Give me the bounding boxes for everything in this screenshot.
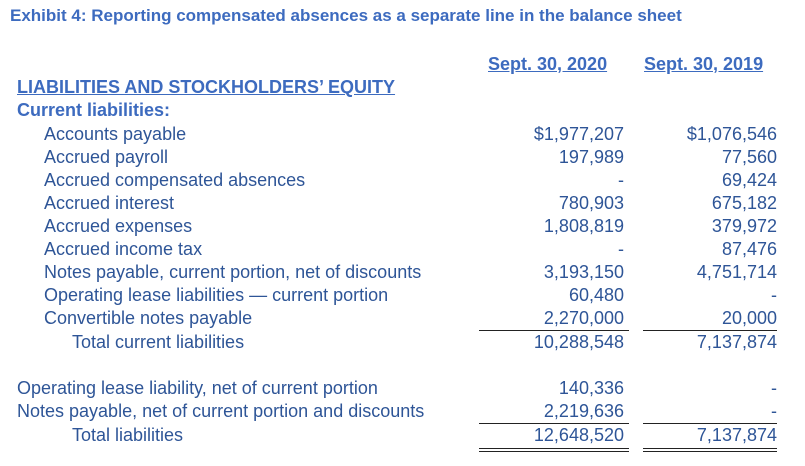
value-2019: -	[771, 285, 777, 305]
current-liabilities-heading: Current liabilities:	[17, 100, 171, 120]
row-label: Operating lease liabilities — current portion	[44, 285, 389, 305]
value-2019: 20,000	[721, 308, 777, 328]
table-row	[0, 192, 805, 215]
table-row	[0, 146, 805, 169]
section-heading: LIABILITIES AND STOCKHOLDERS’ EQUITY	[17, 77, 396, 97]
value-2019: 7,137,874	[696, 425, 777, 445]
row-label: Accrued payroll	[44, 147, 169, 167]
value-2019: $1,076,546	[686, 124, 777, 144]
row-label: Total current liabilities	[72, 332, 245, 352]
value-2019: 69,424	[721, 170, 777, 190]
double-rule-2019-a	[643, 448, 777, 449]
table-row	[0, 400, 805, 423]
row-label: Accrued expenses	[44, 216, 193, 236]
table-row	[0, 123, 805, 146]
double-rule-2019-b	[643, 451, 777, 452]
value-2020: 12,648,520	[533, 425, 624, 445]
value-2020: -	[618, 239, 624, 259]
value-2020: 2,219,636	[543, 401, 624, 421]
value-2019: 77,560	[721, 147, 777, 167]
value-2019: 675,182	[711, 193, 777, 213]
row-label: Notes payable, net of current portion and discounts	[17, 401, 425, 421]
table-row	[0, 215, 805, 238]
row-label: Accrued interest	[44, 193, 175, 213]
value-2020: -	[618, 170, 624, 190]
row-label: Accrued income tax	[44, 239, 203, 259]
row-label: Accounts payable	[44, 124, 187, 144]
value-2020: 3,193,150	[543, 262, 624, 282]
table-row	[0, 377, 805, 400]
table-row	[0, 169, 805, 192]
total-current-liabilities-row	[0, 331, 805, 354]
value-2020: 10,288,548	[533, 332, 624, 352]
row-label: Operating lease liability, net of current portion	[17, 378, 378, 398]
row-label: Notes payable, current portion, net of discounts	[44, 262, 422, 282]
value-2019: 87,476	[721, 239, 777, 259]
table-row	[0, 238, 805, 261]
value-2020: 197,989	[558, 147, 624, 167]
row-label: Convertible notes payable	[44, 308, 253, 328]
double-rule-2020-b	[479, 451, 629, 452]
value-2019: 379,972	[711, 216, 777, 236]
column-header-2020: Sept. 30, 2020	[488, 54, 608, 74]
row-label: Total liabilities	[72, 425, 184, 445]
value-2019: 4,751,714	[696, 262, 777, 282]
total-liabilities-row	[0, 424, 805, 447]
value-2020: 1,808,819	[543, 216, 624, 236]
value-2019: 7,137,874	[696, 332, 777, 352]
exhibit-title: Exhibit 4: Reporting compensated absences as a separate line in the balance sheet	[10, 6, 682, 25]
column-header-2019: Sept. 30, 2019	[644, 54, 764, 74]
value-2020: 780,903	[558, 193, 624, 213]
value-2019: -	[771, 378, 777, 398]
table-row	[0, 284, 805, 307]
value-2020: 60,480	[568, 285, 624, 305]
value-2020: $1,977,207	[533, 124, 624, 144]
table-row	[0, 261, 805, 284]
double-rule-2020-a	[479, 448, 629, 449]
value-2020: 2,270,000	[543, 308, 624, 328]
value-2020: 140,336	[558, 378, 624, 398]
value-2019: -	[771, 401, 777, 421]
row-label: Accrued compensated absences	[44, 170, 306, 190]
table-row	[0, 307, 805, 330]
